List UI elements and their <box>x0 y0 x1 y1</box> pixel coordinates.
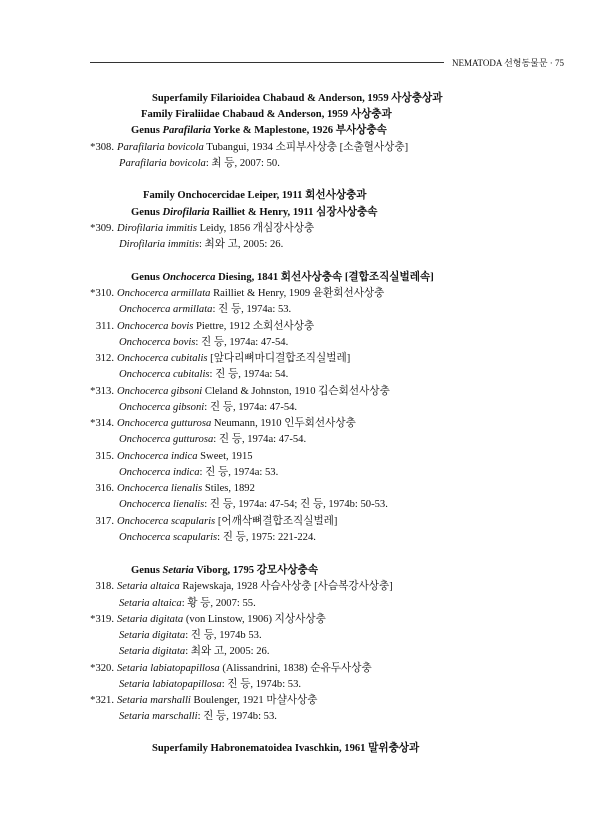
species-name: Onchocerca gibsoni <box>117 386 203 397</box>
species-name: Setaria marshalli <box>117 695 191 706</box>
reference-citation: : 진 등, 1974a: 47-54. <box>204 402 298 413</box>
species-name: Dirofilaria immitis <box>119 239 199 250</box>
species-name: Setaria marschalli <box>119 711 198 722</box>
entry-number: *309. <box>90 223 114 234</box>
species-entry <box>84 580 393 593</box>
entry-number: 316. <box>95 483 114 494</box>
species-name: Onchocerca scapularis <box>117 516 216 527</box>
taxon-heading <box>131 124 387 137</box>
taxon-heading <box>131 564 318 577</box>
reference-line <box>119 303 291 316</box>
species-name: Onchocerca scapularis <box>119 532 218 543</box>
species-name: Onchocerca bovis <box>117 321 194 332</box>
taxon-heading <box>131 206 378 219</box>
heading-text: Genus <box>131 565 163 576</box>
species-name: Onchocerca indica <box>117 451 198 462</box>
reference-line <box>119 645 269 658</box>
entry-number: *310. <box>90 288 114 299</box>
species-entry <box>84 482 255 495</box>
species-name: Setaria altaica <box>119 598 182 609</box>
species-name: Onchocerca gutturosa <box>119 434 214 445</box>
species-author: (von Linstow, 1906) 지상사상충 <box>183 614 326 625</box>
reference-line <box>119 157 280 170</box>
species-name: Onchocerca cubitalis <box>117 353 208 364</box>
entry-number: *320. <box>90 663 114 674</box>
heading-genus-name: Setaria <box>162 565 194 576</box>
heading-text: Family Firaliidae Chabaud & Anderson, 1959 사상충과 <box>141 109 392 120</box>
taxon-heading <box>143 189 367 202</box>
reference-citation: : 진 등, 1974b 53. <box>185 630 262 641</box>
reference-citation: : 진 등, 1974b: 53. <box>197 711 277 722</box>
entry-number: 311. <box>95 321 114 332</box>
reference-line <box>119 710 277 723</box>
entry-number: *313. <box>90 386 114 397</box>
heading-author: Yorke & Maplestone, 1926 부사상충속 <box>210 125 387 136</box>
species-name: Setaria digitata <box>119 630 186 641</box>
species-entry <box>84 417 356 430</box>
reference-line <box>119 401 297 414</box>
species-name: Onchocerca indica <box>119 467 200 478</box>
reference-line <box>119 597 256 610</box>
reference-line <box>119 336 288 349</box>
species-author: [앞다리뼈마디결합조직실벌레] <box>207 353 351 364</box>
reference-citation: : 진 등, 1974b: 53. <box>221 679 302 690</box>
heading-genus-name: Dirofilaria <box>162 207 210 218</box>
heading-author: Viborg, 1795 강모사상충속 <box>193 565 319 576</box>
species-name: Parafilaria bovicola <box>119 158 206 169</box>
species-author: Neumann, 1910 인두회선사상충 <box>211 418 356 429</box>
taxon-heading <box>131 271 434 284</box>
reference-citation: : 최 등, 2007: 50. <box>205 158 280 169</box>
species-author: Railliet & Henry, 1909 윤환회선사상충 <box>210 288 385 299</box>
species-name: Onchocerca cubitalis <box>119 369 210 380</box>
reference-citation: : 진 등, 1974a: 47-54. <box>213 434 307 445</box>
species-name: Onchocerca bovis <box>119 337 196 348</box>
species-author: Leidy, 1856 개심장사상충 <box>196 223 315 234</box>
heading-genus-name: Parafilaria <box>162 125 211 136</box>
species-author: Tubangui, 1934 소피부사상충 [소출혈사상충] <box>203 142 409 153</box>
entry-number: *321. <box>90 695 114 706</box>
entry-number: 312. <box>95 353 114 364</box>
entry-number: 315. <box>95 451 114 462</box>
species-name: Onchocerca lienalis <box>117 483 203 494</box>
entry-number: 318. <box>95 581 114 592</box>
species-author: Sweet, 1915 <box>197 451 253 462</box>
reference-line <box>119 238 283 251</box>
species-name: Setaria labiatopapillosa <box>117 663 220 674</box>
header-rule <box>90 62 444 63</box>
species-author: Stiles, 1892 <box>202 483 255 494</box>
reference-line <box>119 678 301 691</box>
species-entry <box>84 385 390 398</box>
taxon-heading <box>152 92 442 105</box>
reference-citation: : 최와 고, 2005: 26. <box>198 239 284 250</box>
entry-number: 317. <box>95 516 114 527</box>
species-entry <box>84 694 318 707</box>
species-entry <box>84 222 314 235</box>
species-name: Onchocerca gibsoni <box>119 402 205 413</box>
reference-citation: : 진 등, 1974a: 47-54; 진 등, 1974b: 50-53. <box>204 499 388 510</box>
running-head: NEMATODA 선형동물문 · 75 <box>452 58 565 68</box>
heading-text: Superfamily Filarioidea Chabaud & Anderson, 1959 사상충상과 <box>152 93 443 104</box>
heading-text: Family Onchocercidae Leiper, 1911 회선사상충과 <box>143 190 367 201</box>
heading-author: Diesing, 1841 회선사상충속 [결합조직실벌레속] <box>215 272 434 283</box>
reference-line <box>119 433 306 446</box>
reference-line <box>119 498 388 511</box>
species-entry <box>84 287 384 300</box>
species-entry <box>84 352 350 365</box>
heading-text: Superfamily Habronematoidea Ivaschkin, 1961 말위충상과 <box>152 743 420 754</box>
reference-citation: : 최와 고, 2005: 26. <box>185 646 270 657</box>
reference-citation: : 진 등, 1974a: 53. <box>199 467 279 478</box>
species-author: (Alissandrini, 1838) 순유두사상충 <box>219 663 372 674</box>
taxon-heading <box>152 742 419 755</box>
species-name: Setaria labiatopapillosa <box>119 679 222 690</box>
reference-citation: : 진 등, 1974a: 53. <box>212 304 292 315</box>
species-entry <box>84 613 326 626</box>
species-author: Cleland & Johnston, 1910 깁슨회선사상충 <box>202 386 390 397</box>
heading-text: Genus <box>131 125 163 136</box>
reference-citation: : 진 등, 1975: 221-224. <box>217 532 316 543</box>
species-name: Onchocerca armillata <box>119 304 213 315</box>
species-name: Setaria digitata <box>119 646 186 657</box>
species-entry <box>84 450 253 463</box>
reference-line <box>119 466 278 479</box>
reference-citation: : 황 등, 2007: 55. <box>181 598 256 609</box>
reference-line <box>119 368 288 381</box>
reference-line <box>119 629 262 642</box>
heading-author: Railliet & Henry, 1911 심장사상충속 <box>209 207 378 218</box>
reference-citation: : 진 등, 1974a: 54. <box>209 369 289 380</box>
heading-genus-name: Onchocerca <box>162 272 216 283</box>
species-author: Boulenger, 1921 마샬사상충 <box>190 695 318 706</box>
species-author: Piettre, 1912 소회선사상충 <box>193 321 315 332</box>
species-name: Setaria digitata <box>117 614 184 625</box>
species-entry <box>84 515 337 528</box>
heading-text: Genus <box>131 272 163 283</box>
heading-text: Genus <box>131 207 163 218</box>
reference-citation: : 진 등, 1974a: 47-54. <box>195 337 289 348</box>
entry-number: *308. <box>90 142 114 153</box>
reference-line <box>119 531 316 544</box>
species-name: Onchocerca armillata <box>117 288 211 299</box>
species-entry <box>84 320 314 333</box>
species-author: Rajewskaja, 1928 사슴사상충 [사슴복강사상충] <box>179 581 393 592</box>
species-author: [어깨삭뼈결합조직실벌레] <box>215 516 338 527</box>
species-name: Dirofilaria immitis <box>117 223 197 234</box>
species-name: Setaria altaica <box>117 581 180 592</box>
species-name: Onchocerca gutturosa <box>117 418 212 429</box>
entry-number: *319. <box>90 614 114 625</box>
species-name: Onchocerca lienalis <box>119 499 205 510</box>
species-entry <box>84 662 372 675</box>
species-entry <box>84 141 408 154</box>
entry-number: *314. <box>90 418 114 429</box>
species-name: Parafilaria bovicola <box>117 142 204 153</box>
taxon-heading <box>141 108 392 121</box>
